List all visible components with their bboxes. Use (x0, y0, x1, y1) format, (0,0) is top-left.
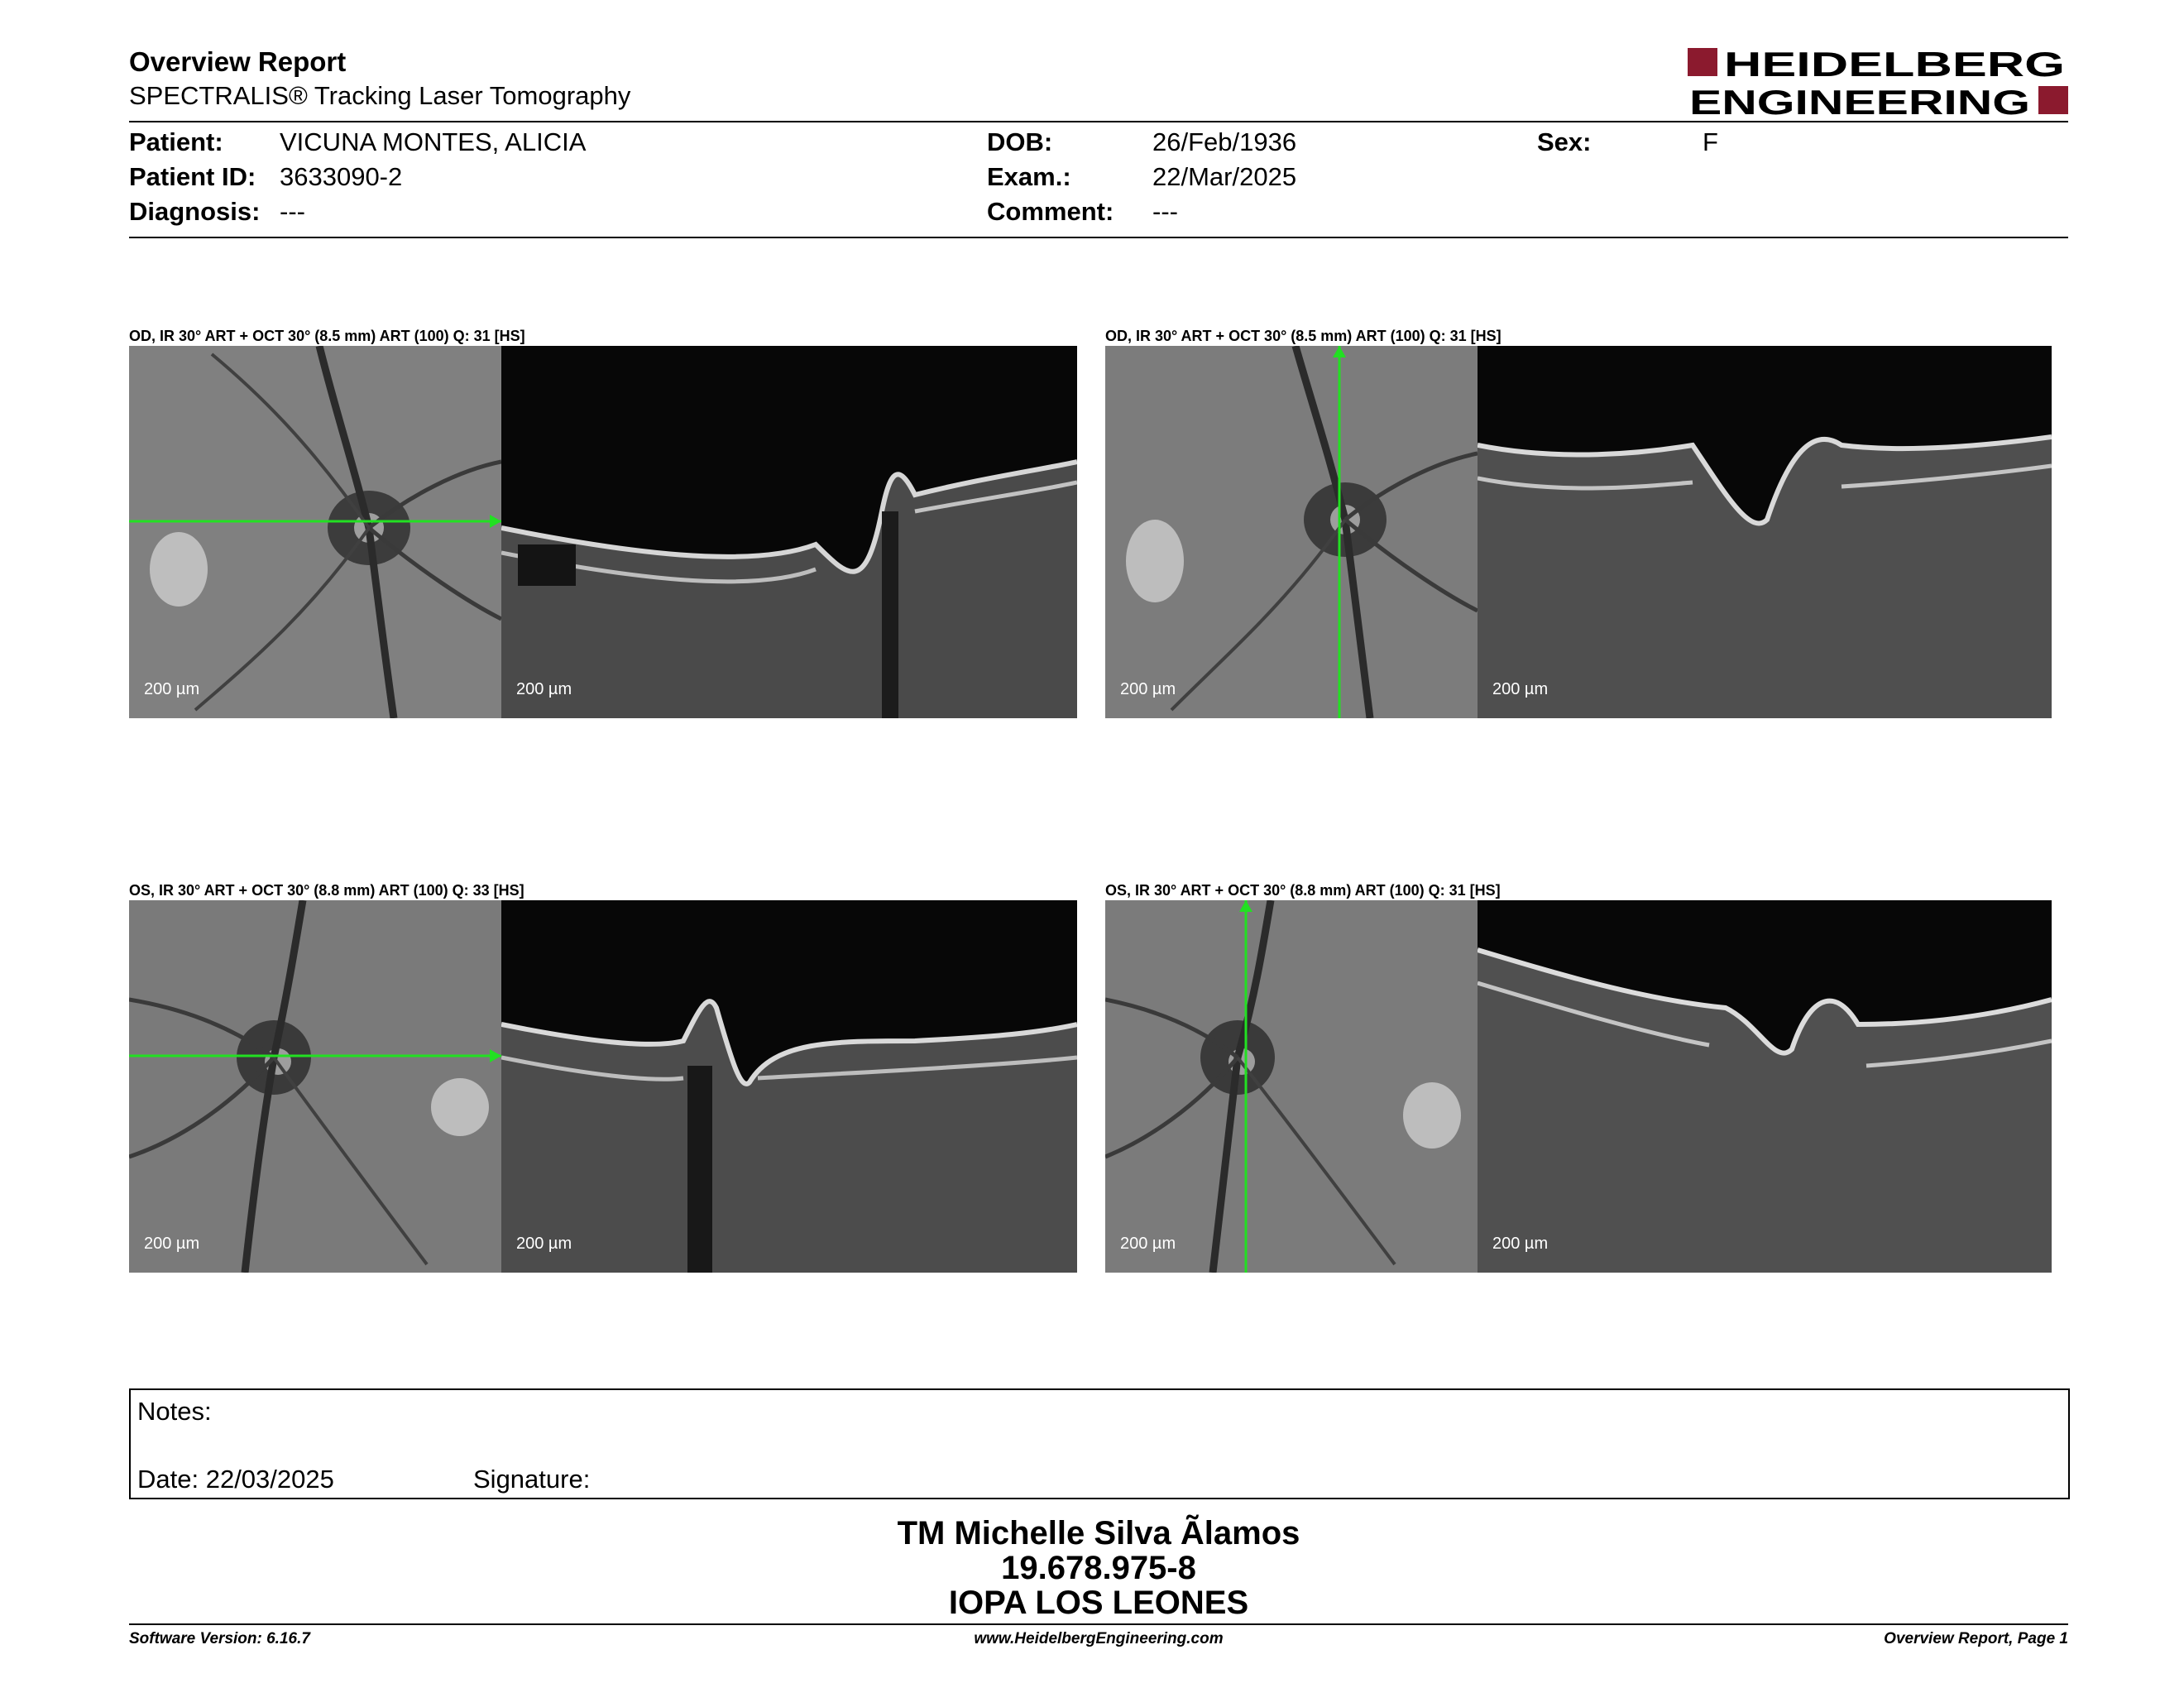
comment-value: --- (1152, 197, 1178, 226)
technician-name: TM Michelle Silva Ãlamos (897, 1515, 1300, 1551)
header-divider (129, 121, 2068, 122)
scan-title: OS, IR 30° ART + OCT 30° (8.8 mm) ART (100) Q: 31 [HS] (1105, 882, 1501, 899)
scan-title: OD, IR 30° ART + OCT 30° (8.5 mm) ART (100) Q: 31 [HS] (129, 328, 525, 344)
page-number: Overview Report, Page 1 (1884, 1630, 2068, 1647)
oct-scale-label: 200 µm (516, 1235, 572, 1253)
notes-label: Notes: (137, 1397, 212, 1426)
oct-drawing (1478, 900, 2052, 1273)
ir-fundus-image (129, 346, 501, 718)
footer-divider (129, 1623, 2068, 1625)
institution-name: IOPA LOS LEONES (948, 1585, 1249, 1621)
patient-name: VICUNA MONTES, ALICIA (280, 127, 587, 156)
comment-label: Comment: (987, 197, 1114, 226)
patient-label: Patient: (129, 127, 223, 156)
oct-scale-label: 200 µm (1492, 680, 1549, 698)
signature-label: Signature: (473, 1465, 591, 1494)
oct-drawing (501, 900, 1077, 1273)
oct-bscan-image (1478, 346, 2052, 718)
website-link[interactable]: www.HeidelbergEngineering.com (974, 1630, 1224, 1647)
oct-drawing (501, 346, 1077, 718)
dob-label: DOB: (987, 127, 1053, 156)
ir-scale-label: 200 µm (1120, 680, 1176, 698)
sex-label: Sex: (1537, 127, 1592, 156)
software-version: Software Version: 6.16.7 (129, 1630, 310, 1647)
oct-bscan-image (501, 346, 1077, 718)
diagnosis-label: Diagnosis: (129, 197, 261, 226)
patient-id-label: Patient ID: (129, 162, 256, 191)
report-title: Overview Report (129, 46, 347, 77)
fundus-drawing (129, 900, 501, 1273)
heidelberg-engineering-logo (1688, 46, 2068, 117)
patient-divider (129, 237, 2068, 238)
exam-value: 22/Mar/2025 (1152, 162, 1297, 191)
date-label: Date: 22/03/2025 (137, 1465, 334, 1494)
scan-title: OD, IR 30° ART + OCT 30° (8.5 mm) ART (100) Q: 31 [HS] (1105, 328, 1502, 344)
ir-scale-label: 200 µm (144, 680, 200, 698)
technician-id: 19.678.975-8 (1001, 1550, 1196, 1586)
report-subtitle: SPECTRALIS® Tracking Laser Tomography (129, 81, 631, 110)
fundus-drawing (1105, 900, 1478, 1273)
fundus-drawing (129, 346, 501, 718)
logo-word-heidelberg: HEIDELBERG (1724, 46, 2065, 84)
ir-scale-label: 200 µm (144, 1235, 200, 1253)
oct-scale-label: 200 µm (1492, 1235, 1549, 1253)
logo-square-bottom (2038, 86, 2068, 114)
patient-id-value: 3633090-2 (280, 162, 403, 191)
oct-bscan-image (1478, 900, 2052, 1273)
ir-fundus-image (129, 900, 501, 1273)
logo-word-engineering: ENGINEERING (1689, 83, 2030, 117)
diagnosis-value: --- (280, 197, 305, 226)
oct-scale-label: 200 µm (516, 680, 572, 698)
oct-drawing (1478, 346, 2052, 718)
oct-bscan-image (501, 900, 1077, 1273)
sex-value: F (1703, 127, 1718, 156)
logo-square-top (1688, 48, 1717, 76)
ir-fundus-image (1105, 346, 1478, 718)
notes-box[interactable] (129, 1388, 2070, 1499)
scan-title: OS, IR 30° ART + OCT 30° (8.8 mm) ART (100) Q: 33 [HS] (129, 882, 524, 899)
exam-label: Exam.: (987, 162, 1071, 191)
fundus-drawing (1105, 346, 1478, 718)
ir-scale-label: 200 µm (1120, 1235, 1176, 1253)
dob-value: 26/Feb/1936 (1152, 127, 1297, 156)
ir-fundus-image (1105, 900, 1478, 1273)
